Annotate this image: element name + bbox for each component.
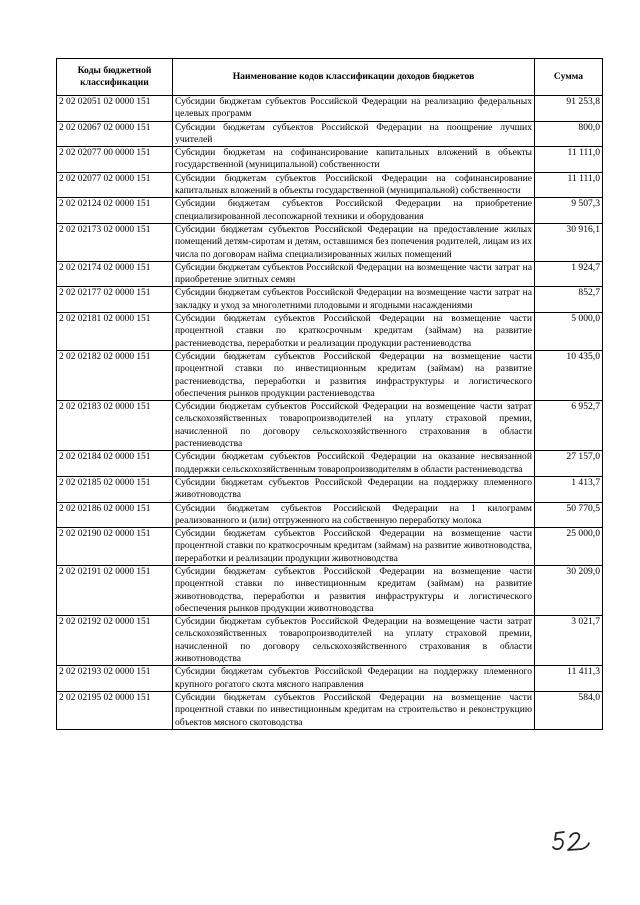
- table-row: [57, 565, 603, 615]
- row-code: 2 02 02067 02 0000 151: [57, 121, 173, 147]
- row-name: Субсидии бюджетам субъектов Российской Федерации на возмещение части затрат сельскохозяйственных товаропроизводителей на уплату страховой премии, начисленной по договору сельскохозяйственного страхования в области животноводства: [173, 616, 535, 666]
- row-name: Субсидии бюджетам субъектов Российской Федерации на 1 килограмм реализованного и (или) отгруженного на собственную переработку молока: [173, 502, 535, 528]
- row-code: 2 02 02193 02 0000 151: [57, 666, 173, 692]
- row-code: 2 02 02192 02 0000 151: [57, 616, 173, 666]
- row-code: 2 02 02177 02 0000 151: [57, 287, 173, 313]
- row-name: Субсидии бюджетам субъектов Российской Федерации на возмещение части процентной ставки по краткосрочным кредитам (займам) на развитие растениеводства, переработки и реализации продукции растениеводства: [173, 313, 535, 351]
- header-code: Коды бюджетной классификации: [57, 59, 173, 96]
- header-sum: Сумма: [535, 59, 603, 96]
- row-name: Субсидии бюджетам субъектов Российской Федерации на оказание несвязанной поддержки сельскохозяйственным товаропроизводителям в области растениеводства: [173, 451, 535, 477]
- row-sum: 1 413,7: [535, 476, 603, 502]
- row-sum: 1 924,7: [535, 261, 603, 287]
- table-row: [57, 198, 603, 224]
- document-page: [56, 58, 602, 730]
- row-code: 2 02 02174 02 0000 151: [57, 261, 173, 287]
- row-name: Субсидии бюджетам субъектов Российской Федерации на поддержку племенного животноводства: [173, 476, 535, 502]
- handwritten-page-number-mark: [551, 828, 591, 854]
- row-name: Субсидии бюджетам субъектов Российской Федерации на поощрение лучших учителей: [173, 121, 535, 147]
- row-sum: 9 507,3: [535, 198, 603, 224]
- table-row: [57, 451, 603, 477]
- row-code: 2 02 02182 02 0000 151: [57, 350, 173, 400]
- table-row: [57, 476, 603, 502]
- handwritten-page-number: [551, 828, 591, 854]
- row-code: 2 02 02051 02 0000 151: [57, 96, 173, 122]
- row-name: Субсидии бюджетам субъектов Российской Федерации на приобретение специализированной лесопожарной техники и оборудования: [173, 198, 535, 224]
- row-name: Субсидии бюджетам на софинансирование капитальных вложений в объекты государственной (муниципальной) собственности: [173, 147, 535, 173]
- row-name: Субсидии бюджетам субъектов Российской Федерации на предоставление жилых помещений детям-сиротам и детям, оставшимся без попечения родителей, лицам из их числа по договорам найма специализированных жилых помещений: [173, 223, 535, 261]
- row-sum: 11 111,0: [535, 147, 603, 173]
- row-sum: 3 021,7: [535, 616, 603, 666]
- table-row: [57, 223, 603, 261]
- header-name: Наименование кодов классификации доходов бюджетов: [173, 59, 535, 96]
- row-name: Субсидии бюджетам субъектов Российской Федерации на возмещение части процентной ставки по инвестиционным кредитам (займам) на развитие растениеводства, переработки и развития инфраструктуры и логистического обеспечения рынков продукции растениеводства: [173, 350, 535, 400]
- table-row: [57, 616, 603, 666]
- row-code: 2 02 02185 02 0000 151: [57, 476, 173, 502]
- row-code: 2 02 02191 02 0000 151: [57, 565, 173, 615]
- budget-revenue-table: [56, 58, 603, 730]
- row-code: 2 02 02190 02 0000 151: [57, 528, 173, 566]
- table-row: [57, 528, 603, 566]
- table-row: [57, 313, 603, 351]
- row-sum: 91 253,8: [535, 96, 603, 122]
- row-name: Субсидии бюджетам субъектов Российской Федерации на реализацию федеральных целевых программ: [173, 96, 535, 122]
- table-row: [57, 401, 603, 451]
- row-sum: 10 435,0: [535, 350, 603, 400]
- row-code: 2 02 02183 02 0000 151: [57, 401, 173, 451]
- row-name: Субсидии бюджетам субъектов Российской Федерации на возмещение части процентной ставки по инвестиционным кредитам (займам) на развитие животноводства, переработки и развития инфраструктуры и логистического обеспечения рынков продукции животноводства: [173, 565, 535, 615]
- row-code: 2 02 02181 02 0000 151: [57, 313, 173, 351]
- row-sum: 584,0: [535, 691, 603, 729]
- row-sum: 11 411,3: [535, 666, 603, 692]
- row-name: Субсидии бюджетам субъектов Российской Федерации на возмещение части затрат сельскохозяйственных товаропроизводителей на уплату страховой премии, начисленной по договору сельскохозяйственного страхования в области растениеводства: [173, 401, 535, 451]
- row-name: Субсидии бюджетам субъектов Российской Федерации на возмещение части процентной ставки по краткосрочным кредитам (займам) на развитие животноводства, переработки и реализации продукции животноводства: [173, 528, 535, 566]
- row-code: 2 02 02186 02 0000 151: [57, 502, 173, 528]
- table-row: [57, 287, 603, 313]
- row-name: Субсидии бюджетам субъектов Российской Федерации на софинансирование капитальных вложений в объекты государственной (муниципальной) собственности: [173, 172, 535, 198]
- row-sum: 5 000,0: [535, 313, 603, 351]
- row-sum: 50 770,5: [535, 502, 603, 528]
- table-row: [57, 691, 603, 729]
- row-sum: 11 111,0: [535, 172, 603, 198]
- table-row: [57, 261, 603, 287]
- row-name: Субсидии бюджетам субъектов Российской Федерации на возмещение части затрат на приобретение элитных семян: [173, 261, 535, 287]
- row-sum: 25 000,0: [535, 528, 603, 566]
- row-code: 2 02 02124 02 0000 151: [57, 198, 173, 224]
- row-sum: 852,7: [535, 287, 603, 313]
- row-code: 2 02 02077 00 0000 151: [57, 147, 173, 173]
- table-row: [57, 147, 603, 173]
- row-sum: 30 916,1: [535, 223, 603, 261]
- row-code: 2 02 02184 02 0000 151: [57, 451, 173, 477]
- row-code: 2 02 02195 02 0000 151: [57, 691, 173, 729]
- table-row: [57, 502, 603, 528]
- row-sum: 800,0: [535, 121, 603, 147]
- row-code: 2 02 02077 02 0000 151: [57, 172, 173, 198]
- row-code: 2 02 02173 02 0000 151: [57, 223, 173, 261]
- table-row: [57, 121, 603, 147]
- row-sum: 30 209,0: [535, 565, 603, 615]
- row-sum: 6 952,7: [535, 401, 603, 451]
- table-row: [57, 350, 603, 400]
- row-name: Субсидии бюджетам субъектов Российской Федерации на возмещение части процентной ставки по инвестиционным кредитам на строительство и реконструкцию объектов мясного скотоводства: [173, 691, 535, 729]
- row-name: Субсидии бюджетам субъектов Российской Федерации на поддержку племенного крупного рогатого скота мясного направления: [173, 666, 535, 692]
- table-row: [57, 172, 603, 198]
- row-sum: 27 157,0: [535, 451, 603, 477]
- table-header-row: [57, 59, 603, 96]
- row-name: Субсидии бюджетам субъектов Российской Федерации на возмещение части затрат на закладку и уход за многолетними плодовыми и ягодными насаждениями: [173, 287, 535, 313]
- table-row: [57, 666, 603, 692]
- table-row: [57, 96, 603, 122]
